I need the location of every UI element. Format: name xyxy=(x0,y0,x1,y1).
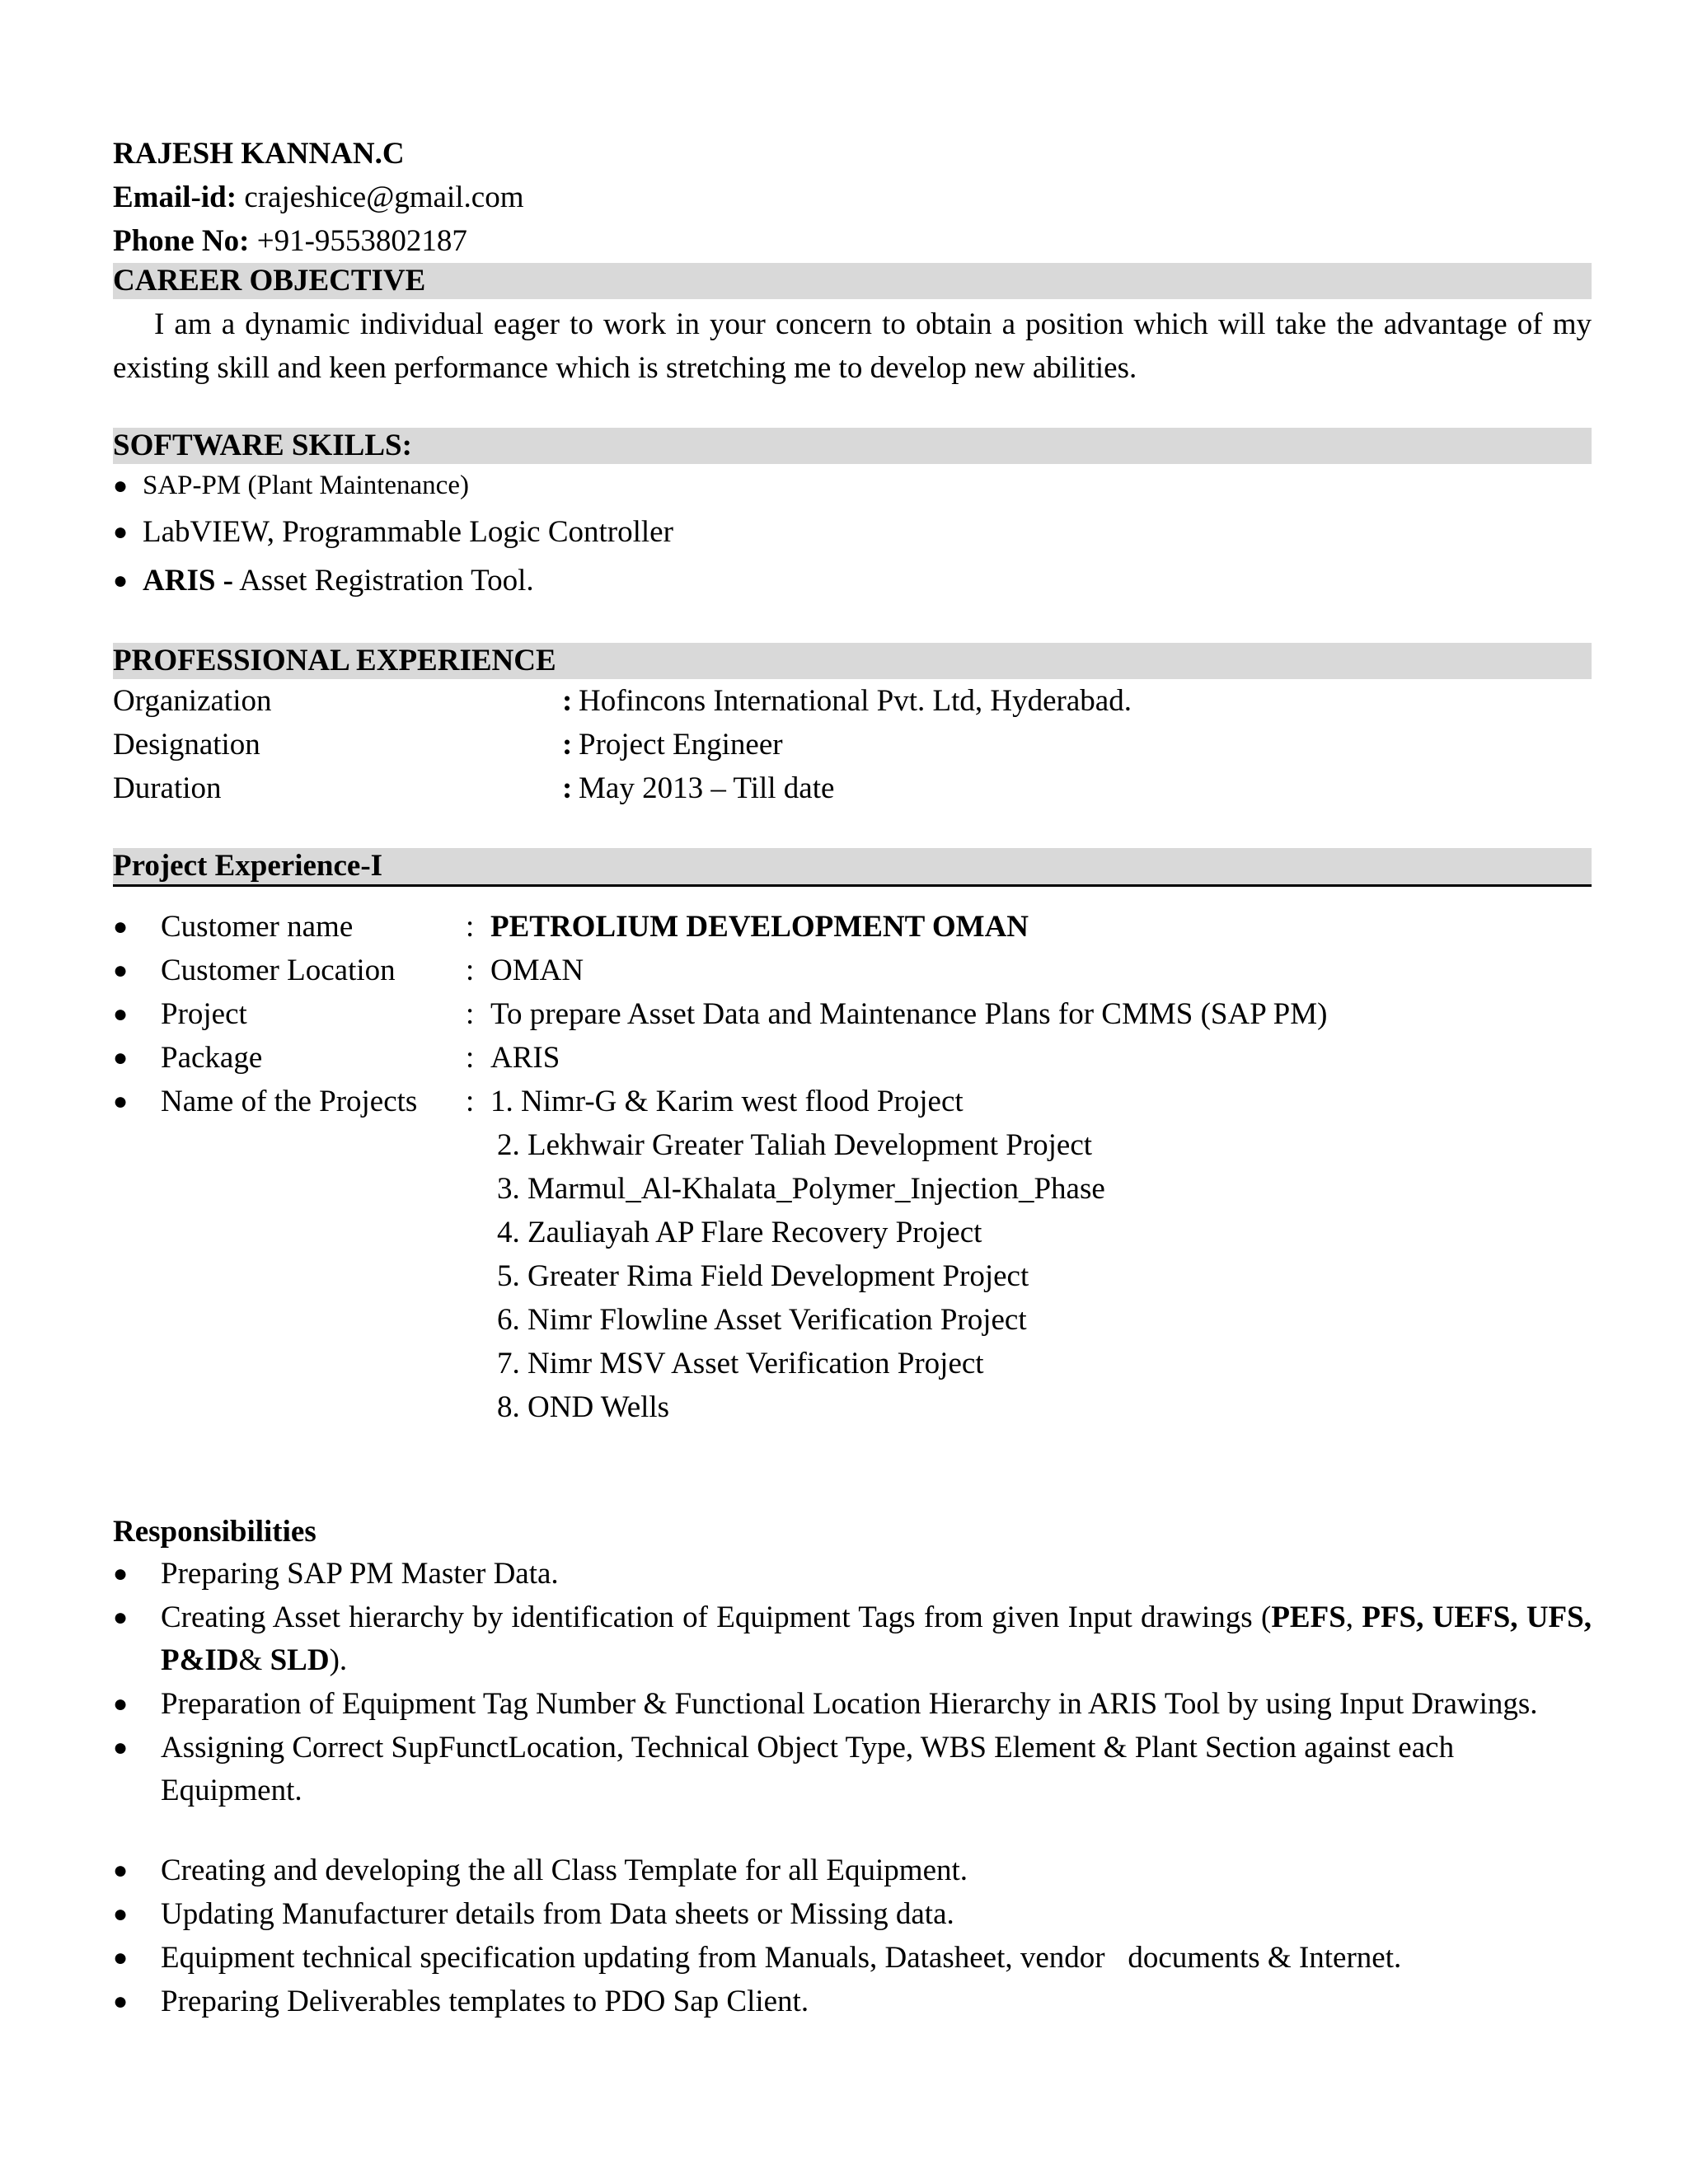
responsibilities-heading: Responsibilities xyxy=(113,1515,316,1549)
email-line xyxy=(113,176,1592,219)
responsibility-item xyxy=(113,1893,1592,1936)
email-label: Email-id: xyxy=(113,180,237,214)
responsibility-item xyxy=(113,1937,1592,1980)
project-detail-value: To prepare Asset Data and Maintenance Plans for CMMS (SAP PM) xyxy=(490,997,1328,1031)
project-list-item: 4. Zauliayah AP Flare Recovery Project xyxy=(497,1216,982,1249)
drawing-type: SLD xyxy=(270,1643,330,1677)
bullet-icon: ● xyxy=(113,1734,129,1761)
drawing-type: PEFS xyxy=(1271,1601,1346,1634)
bullet-icon: ● xyxy=(113,1944,129,1971)
project-detail-value: OMAN xyxy=(490,954,584,987)
responsibility-item xyxy=(113,1849,1592,1892)
colon: : xyxy=(466,1085,475,1118)
project-list-item: 8. OND Wells xyxy=(497,1390,670,1424)
skill-label: Asset Registration Tool. xyxy=(233,564,534,598)
bullet-icon: ● xyxy=(113,1560,129,1587)
responsibility-text xyxy=(161,1596,1592,1682)
professional-experience-heading: PROFESSIONAL EXPERIENCE xyxy=(113,643,1592,679)
project-detail-row xyxy=(113,1080,1592,1123)
experience-label: Duration xyxy=(113,771,222,805)
project-list-item: 3. Marmul_Al-Khalata_Polymer_Injection_Phase xyxy=(497,1172,1105,1206)
bullet-icon: ● xyxy=(113,1001,129,1028)
experience-value: May 2013 – Till date xyxy=(579,771,835,805)
responsibility-item xyxy=(113,1727,1592,1812)
responsibility-item xyxy=(113,1596,1592,1682)
responsibility-item xyxy=(113,1683,1592,1726)
software-skills-heading: SOFTWARE SKILLS: xyxy=(113,428,1592,464)
responsibility-part: Creating Asset hierarchy by identification of Equipment Tags from given Input drawings ( xyxy=(161,1601,1272,1634)
responsibility-part: , xyxy=(1345,1601,1362,1634)
project-detail-row xyxy=(113,1036,1592,1080)
bullet-icon: ● xyxy=(113,1690,129,1718)
bullet-icon: ● xyxy=(113,1088,129,1115)
candidate-name: RAJESH KANNAN.C xyxy=(113,137,405,171)
experience-label: Organization xyxy=(113,684,272,718)
colon: : xyxy=(562,771,573,805)
experience-row xyxy=(113,766,1592,810)
colon: : xyxy=(562,728,573,762)
project-detail-label: Customer name xyxy=(161,910,354,944)
bullet-icon: ● xyxy=(113,1900,129,1928)
skill-label: SAP-PM (Plant Maintenance) xyxy=(143,471,469,500)
project-list-item: 6. Nimr Flowline Asset Verification Project xyxy=(497,1303,1027,1337)
project-detail-label: Customer Location xyxy=(161,954,396,987)
responsibility-part: ). xyxy=(329,1643,348,1677)
experience-value: Project Engineer xyxy=(579,728,783,762)
colon: : xyxy=(562,684,573,718)
career-objective-heading: CAREER OBJECTIVE xyxy=(113,263,1592,299)
project-list-item: 7. Nimr MSV Asset Verification Project xyxy=(497,1347,984,1380)
skill-item xyxy=(113,508,1592,556)
project-detail-label: Project xyxy=(161,997,247,1031)
email-value: crajeshice@gmail.com xyxy=(244,180,524,214)
drawing-type: PFS, UEFS, UFS, P&ID xyxy=(161,1601,1592,1677)
phone-value: +91-9553802187 xyxy=(256,224,467,258)
experience-row xyxy=(113,679,1592,723)
phone-label: Phone No: xyxy=(113,224,250,258)
bullet-icon: ● xyxy=(113,518,129,546)
responsibility-text: Preparation of Equipment Tag Number & Functional Location Hierarchy in ARIS Tool by using Input Drawings. xyxy=(161,1687,1538,1721)
skill-label-bold: ARIS - xyxy=(143,564,233,598)
responsibility-text: Preparing Deliverables templates to PDO Sap Client. xyxy=(161,1985,809,2018)
bullet-icon: ● xyxy=(113,1604,129,1631)
colon: : xyxy=(466,997,475,1031)
bullet-icon: ● xyxy=(113,957,129,984)
project-detail-label: Package xyxy=(161,1041,263,1075)
responsibility-item xyxy=(113,1980,1592,2023)
responsibility-text: Preparing SAP PM Master Data. xyxy=(161,1557,559,1591)
project-detail-value: 1. Nimr-G & Karim west flood Project xyxy=(490,1085,964,1118)
responsibility-item xyxy=(113,1553,1592,1596)
bullet-icon: ● xyxy=(113,1857,129,1884)
bullet-icon: ● xyxy=(113,566,129,594)
skill-item xyxy=(113,464,1592,508)
project-experience-heading: Project Experience-I xyxy=(113,848,1592,887)
career-objective-text: I am a dynamic individual eager to work in your concern to obtain a position which will take the advantage of my existing skill and keen performance which is stretching me to develop new abilities. xyxy=(113,307,1592,385)
experience-value: Hofincons International Pvt. Ltd, Hyderabad. xyxy=(579,684,1132,718)
responsibility-text: Equipment technical specification updating from Manuals, Datasheet, vendor documents & Internet. xyxy=(161,1941,1402,1975)
bullet-icon: ● xyxy=(113,471,129,499)
bullet-icon: ● xyxy=(113,1988,129,2015)
colon: : xyxy=(466,1041,475,1075)
customer-name-value: PETROLIUM DEVELOPMENT OMAN xyxy=(490,910,1029,944)
bullet-icon: ● xyxy=(113,1044,129,1071)
responsibility-text: Creating and developing the all Class Template for all Equipment. xyxy=(161,1854,968,1887)
colon: : xyxy=(466,954,475,987)
phone-line xyxy=(113,219,1592,263)
project-list-item: 2. Lekhwair Greater Taliah Development Project xyxy=(497,1128,1093,1162)
project-detail-label: Name of the Projects xyxy=(161,1085,418,1118)
bullet-icon: ● xyxy=(113,913,129,940)
responsibility-text: Updating Manufacturer details from Data sheets or Missing data. xyxy=(161,1897,954,1931)
project-detail-row xyxy=(113,905,1592,949)
skill-item xyxy=(113,556,1592,605)
project-detail-row xyxy=(113,949,1592,992)
skill-label: LabVIEW, Programmable Logic Controller xyxy=(143,515,673,549)
project-detail-value: ARIS xyxy=(490,1041,560,1075)
experience-label: Designation xyxy=(113,728,260,762)
project-list-item: 5. Greater Rima Field Development Project xyxy=(497,1259,1029,1293)
experience-row xyxy=(113,723,1592,766)
responsibility-text: Assigning Correct SupFunctLocation, Technical Object Type, WBS Element & Plant Section against each Equipment. xyxy=(161,1731,1455,1807)
responsibility-part: & xyxy=(238,1643,270,1677)
resume-page xyxy=(113,132,1592,2024)
project-detail-row xyxy=(113,992,1592,1036)
colon: : xyxy=(466,910,475,944)
